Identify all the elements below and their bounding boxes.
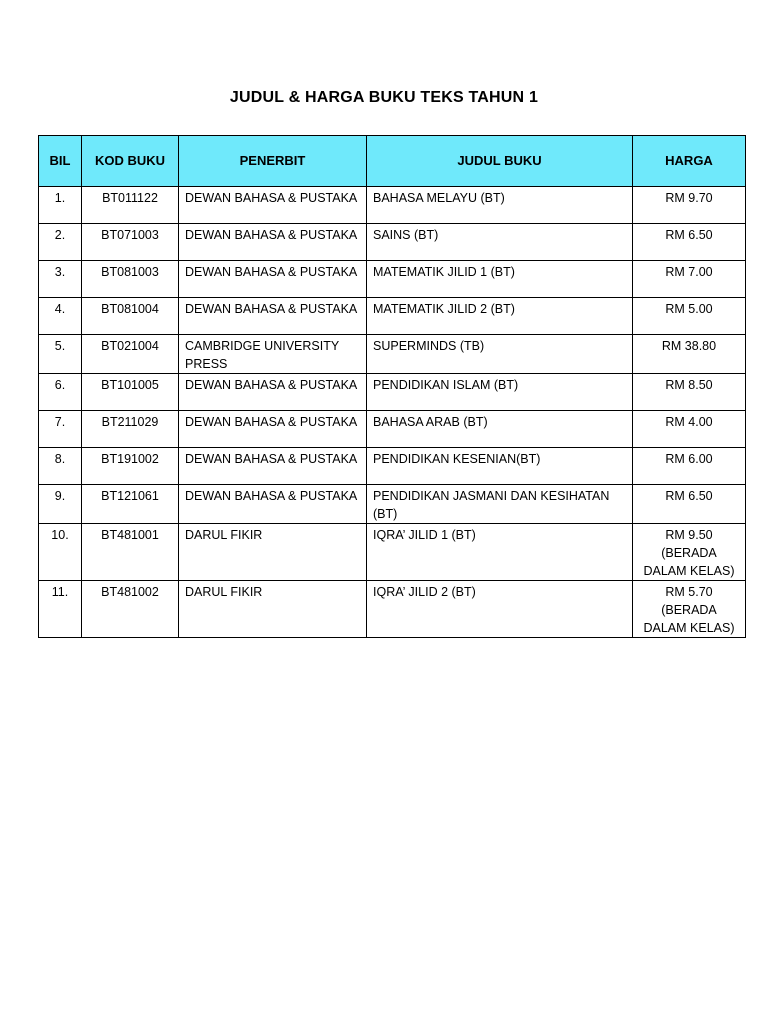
- cell-harga: [633, 298, 746, 335]
- header-judul-buku: JUDUL BUKU: [367, 136, 633, 187]
- price-value: RM 5.70: [665, 585, 713, 599]
- table-row: [39, 335, 746, 374]
- cell-bil: 3.: [39, 261, 82, 298]
- cell-harga: [633, 187, 746, 224]
- cell-kod-buku: BT121061: [82, 485, 179, 524]
- cell-harga: [633, 411, 746, 448]
- cell-bil: 8.: [39, 448, 82, 485]
- cell-bil: 5.: [39, 335, 82, 374]
- cell-penerbit: DEWAN BAHASA & PUSTAKA: [179, 374, 367, 411]
- cell-bil: 1.: [39, 187, 82, 224]
- table-row: [39, 485, 746, 524]
- cell-bil: 11.: [39, 581, 82, 638]
- book-price-table: [38, 135, 746, 638]
- cell-penerbit: DARUL FIKIR: [179, 581, 367, 638]
- table-row: [39, 374, 746, 411]
- cell-judul-buku: BAHASA MELAYU (BT): [367, 187, 633, 224]
- table-header-row: [39, 136, 746, 187]
- cell-bil: 9.: [39, 485, 82, 524]
- cell-penerbit: DEWAN BAHASA & PUSTAKA: [179, 411, 367, 448]
- cell-bil: 7.: [39, 411, 82, 448]
- cell-penerbit: DEWAN BAHASA & PUSTAKA: [179, 187, 367, 224]
- table-row: [39, 581, 746, 638]
- cell-penerbit: DARUL FIKIR: [179, 524, 367, 581]
- cell-harga: [633, 335, 746, 374]
- table-row: [39, 261, 746, 298]
- price-value: RM 6.00: [665, 452, 713, 466]
- cell-kod-buku: BT081003: [82, 261, 179, 298]
- price-value: RM 4.00: [665, 415, 713, 429]
- price-value: RM 7.00: [665, 265, 713, 279]
- price-value: RM 9.70: [665, 191, 713, 205]
- cell-judul-buku: SUPERMINDS (TB): [367, 335, 633, 374]
- cell-harga: [633, 581, 746, 638]
- price-value: RM 9.50: [665, 528, 713, 542]
- cell-harga: [633, 485, 746, 524]
- cell-kod-buku: BT211029: [82, 411, 179, 448]
- cell-judul-buku: SAINS (BT): [367, 224, 633, 261]
- cell-harga: [633, 448, 746, 485]
- cell-harga: [633, 374, 746, 411]
- cell-bil: 2.: [39, 224, 82, 261]
- cell-penerbit: DEWAN BAHASA & PUSTAKA: [179, 448, 367, 485]
- cell-harga: [633, 524, 746, 581]
- table-row: [39, 524, 746, 581]
- price-value: RM 6.50: [665, 489, 713, 503]
- cell-kod-buku: BT081004: [82, 298, 179, 335]
- price-note: (BERADA DALAM KELAS): [643, 603, 735, 635]
- cell-bil: 10.: [39, 524, 82, 581]
- cell-kod-buku: BT021004: [82, 335, 179, 374]
- cell-penerbit: DEWAN BAHASA & PUSTAKA: [179, 224, 367, 261]
- table-row: [39, 448, 746, 485]
- cell-judul-buku: MATEMATIK JILID 2 (BT): [367, 298, 633, 335]
- table-row: [39, 411, 746, 448]
- cell-kod-buku: BT101005: [82, 374, 179, 411]
- page-title: JUDUL & HARGA BUKU TEKS TAHUN 1: [229, 89, 539, 106]
- header-kod-buku: KOD BUKU: [82, 136, 179, 187]
- table-row: [39, 224, 746, 261]
- cell-kod-buku: BT071003: [82, 224, 179, 261]
- cell-judul-buku: IQRA’ JILID 2 (BT): [367, 581, 633, 638]
- cell-bil: 6.: [39, 374, 82, 411]
- table-body: [39, 187, 746, 638]
- cell-judul-buku: BAHASA ARAB (BT): [367, 411, 633, 448]
- table-row: [39, 187, 746, 224]
- cell-judul-buku: MATEMATIK JILID 1 (BT): [367, 261, 633, 298]
- cell-harga: [633, 261, 746, 298]
- cell-kod-buku: BT011122: [82, 187, 179, 224]
- header-bil: BIL: [39, 136, 82, 187]
- price-value: RM 6.50: [665, 228, 713, 242]
- table-row: [39, 298, 746, 335]
- cell-judul-buku: IQRA’ JILID 1 (BT): [367, 524, 633, 581]
- header-penerbit: PENERBIT: [179, 136, 367, 187]
- cell-penerbit: DEWAN BAHASA & PUSTAKA: [179, 298, 367, 335]
- price-note: (BERADA DALAM KELAS): [643, 546, 735, 578]
- cell-harga: [633, 224, 746, 261]
- cell-kod-buku: BT481002: [82, 581, 179, 638]
- cell-judul-buku: PENDIDIKAN ISLAM (BT): [367, 374, 633, 411]
- header-harga: HARGA: [633, 136, 746, 187]
- price-value: RM 38.80: [661, 339, 717, 353]
- cell-penerbit: CAMBRIDGE UNIVERSITY PRESS: [179, 335, 367, 374]
- cell-judul-buku: PENDIDIKAN JASMANI DAN KESIHATAN (BT): [367, 485, 633, 524]
- cell-judul-buku: PENDIDIKAN KESENIAN(BT): [367, 448, 633, 485]
- price-value: RM 8.50: [665, 378, 713, 392]
- cell-penerbit: DEWAN BAHASA & PUSTAKA: [179, 485, 367, 524]
- price-value: RM 5.00: [665, 302, 713, 316]
- cell-kod-buku: BT191002: [82, 448, 179, 485]
- cell-kod-buku: BT481001: [82, 524, 179, 581]
- cell-bil: 4.: [39, 298, 82, 335]
- cell-penerbit: DEWAN BAHASA & PUSTAKA: [179, 261, 367, 298]
